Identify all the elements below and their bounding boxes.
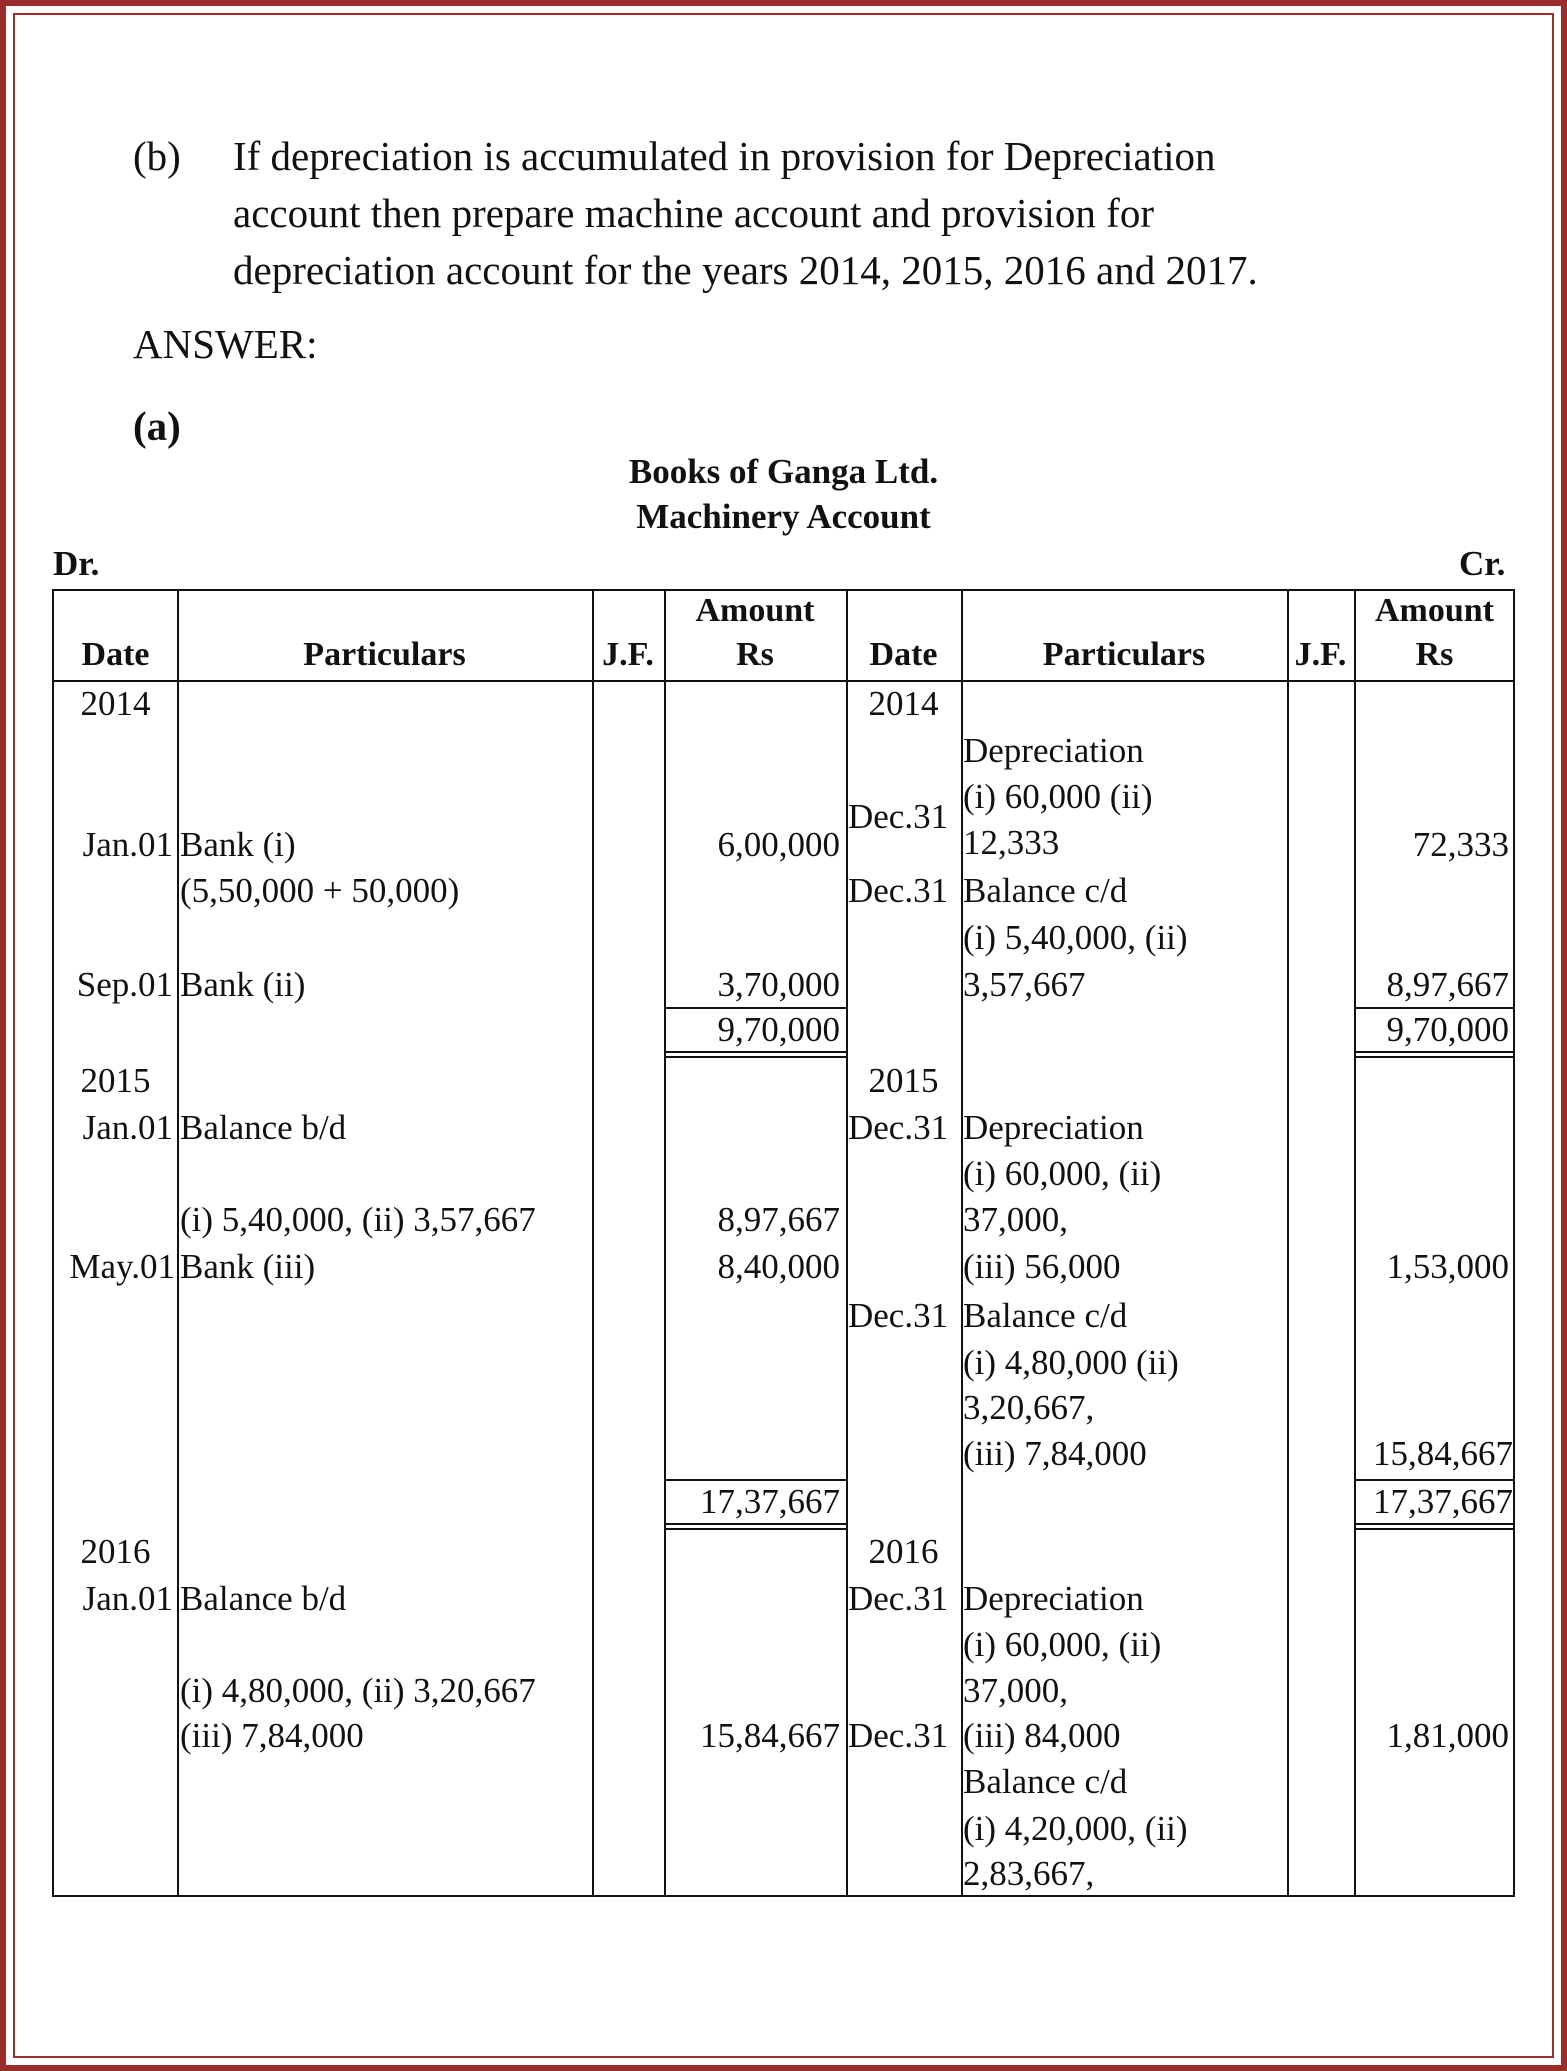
credit-amount: 72,333 [1412, 825, 1509, 864]
column-divider [1287, 591, 1289, 1895]
credit-particular: Balance c/d [963, 1762, 1128, 1801]
total-rule [1354, 1056, 1515, 1058]
debit-date: Jan.01 [82, 825, 173, 864]
debit-date: May.01 [69, 1247, 175, 1286]
debit-date: Sep.01 [76, 965, 173, 1004]
header-amount-unit: Rs [736, 636, 774, 673]
total-rule [1354, 1523, 1515, 1525]
credit-date: Dec.31 [848, 871, 949, 910]
header-rule [54, 680, 1515, 682]
question-line: If depreciation is accumulated in provision for Depreciation [233, 133, 1216, 179]
header-particulars: Particulars [303, 636, 466, 673]
credit-particular: (i) 4,20,000, (ii) [963, 1809, 1188, 1848]
question-line: account then prepare machine account and provision for [233, 190, 1154, 236]
debit-amount: 8,97,667 [717, 1200, 840, 1239]
credit-particular: Balance c/d [963, 871, 1128, 910]
debit-particular: (iii) 7,84,000 [180, 1716, 364, 1755]
credit-amount: 1,81,000 [1386, 1716, 1509, 1755]
credit-date: Dec.31 [848, 1579, 949, 1618]
column-divider [846, 591, 848, 1895]
total-rule [1354, 1051, 1515, 1053]
total-rule [1354, 1528, 1515, 1530]
debit-particular: (5,50,000 + 50,000) [180, 871, 460, 910]
credit-particular: (iii) 7,84,000 [963, 1434, 1147, 1473]
column-divider [1354, 591, 1356, 1895]
debit-date: Jan.01 [82, 1108, 173, 1147]
debit-particular: Bank (i) [180, 825, 296, 864]
debit-year: 2015 [80, 1061, 151, 1100]
header-date: Date [81, 636, 150, 673]
credit-particular: (iii) 56,000 [963, 1247, 1121, 1286]
header-jf: J.F. [1294, 636, 1347, 673]
debit-particular: Bank (ii) [180, 965, 306, 1004]
debit-year: 2014 [80, 684, 151, 723]
debit-particular: Bank (iii) [180, 1247, 316, 1286]
credit-particular: 12,333 [963, 823, 1060, 862]
credit-date: Dec.31 [848, 1108, 949, 1147]
column-divider [177, 591, 179, 1895]
book-title: Books of Ganga Ltd. [628, 452, 939, 491]
total-rule [664, 1479, 846, 1481]
credit-particular: 37,000, [963, 1200, 1068, 1239]
debit-amount: 3,70,000 [717, 965, 840, 1004]
credit-date: Dec.31 [848, 1716, 949, 1755]
credit-particular: 3,57,667 [963, 965, 1086, 1004]
debit-total: 17,37,667 [700, 1482, 840, 1521]
account-title: Machinery Account [636, 497, 931, 536]
debit-total: 9,70,000 [717, 1010, 840, 1049]
credit-amount: 15,84,667 [1373, 1434, 1513, 1473]
credit-particular: (iii) 84,000 [963, 1716, 1121, 1755]
header-amount: Amount [695, 592, 815, 629]
machinery-account-table [52, 589, 1515, 1897]
dr-label: Dr. [53, 544, 100, 583]
total-rule [664, 1528, 846, 1530]
credit-total: 9,70,000 [1386, 1010, 1509, 1049]
credit-year: 2015 [868, 1061, 939, 1100]
debit-particular: Balance b/d [180, 1579, 347, 1618]
credit-date: Dec.31 [848, 797, 949, 836]
credit-particular: Depreciation [963, 731, 1144, 770]
total-rule [664, 1523, 846, 1525]
credit-particular: (i) 4,80,000 (ii) [963, 1343, 1179, 1382]
credit-particular: 37,000, [963, 1671, 1068, 1710]
credit-particular: (i) 60,000, (ii) [963, 1154, 1162, 1193]
credit-particular: Depreciation [963, 1579, 1144, 1618]
debit-particular: (i) 4,80,000, (ii) 3,20,667 [180, 1671, 536, 1710]
credit-particular: (i) 60,000 (ii) [963, 777, 1153, 816]
credit-particular: Balance c/d [963, 1296, 1128, 1335]
total-rule [664, 1056, 846, 1058]
header-particulars: Particulars [1042, 636, 1206, 673]
part-label: (a) [133, 403, 181, 449]
column-divider [592, 591, 594, 1895]
debit-particular: Balance b/d [180, 1108, 347, 1147]
credit-date: Dec.31 [848, 1296, 949, 1335]
question-text [233, 128, 1433, 299]
question-label: (b) [133, 133, 181, 179]
header-date: Date [869, 636, 938, 673]
debit-date: Jan.01 [82, 1579, 173, 1618]
credit-particular: (i) 60,000, (ii) [963, 1625, 1162, 1664]
debit-particular: (i) 5,40,000, (ii) 3,57,667 [180, 1200, 536, 1239]
debit-amount: 8,40,000 [717, 1247, 840, 1286]
total-rule [1354, 1007, 1515, 1009]
credit-particular: (i) 5,40,000, (ii) [963, 918, 1188, 957]
total-rule [1354, 1479, 1515, 1481]
answer-label: ANSWER: [133, 321, 318, 367]
header-jf: J.F. [602, 636, 654, 673]
total-rule [664, 1007, 846, 1009]
credit-total: 17,37,667 [1373, 1482, 1513, 1521]
credit-particular: 3,20,667, [963, 1388, 1095, 1427]
credit-particular: Depreciation [963, 1108, 1144, 1147]
column-divider [664, 591, 666, 1895]
debit-amount: 6,00,000 [717, 825, 840, 864]
credit-year: 2014 [868, 684, 939, 723]
header-amount: Amount [1374, 592, 1495, 629]
credit-amount: 1,53,000 [1386, 1247, 1509, 1286]
credit-year: 2016 [868, 1532, 939, 1571]
question-line: depreciation account for the years 2014, 2015, 2016 and 2017. [233, 247, 1258, 293]
credit-particular: 2,83,667, [963, 1854, 1095, 1893]
total-rule [664, 1051, 846, 1053]
cr-label: Cr. [1459, 544, 1506, 583]
debit-amount: 15,84,667 [700, 1716, 840, 1755]
debit-year: 2016 [80, 1532, 151, 1571]
header-amount-unit: Rs [1415, 636, 1454, 673]
credit-amount: 8,97,667 [1386, 965, 1509, 1004]
